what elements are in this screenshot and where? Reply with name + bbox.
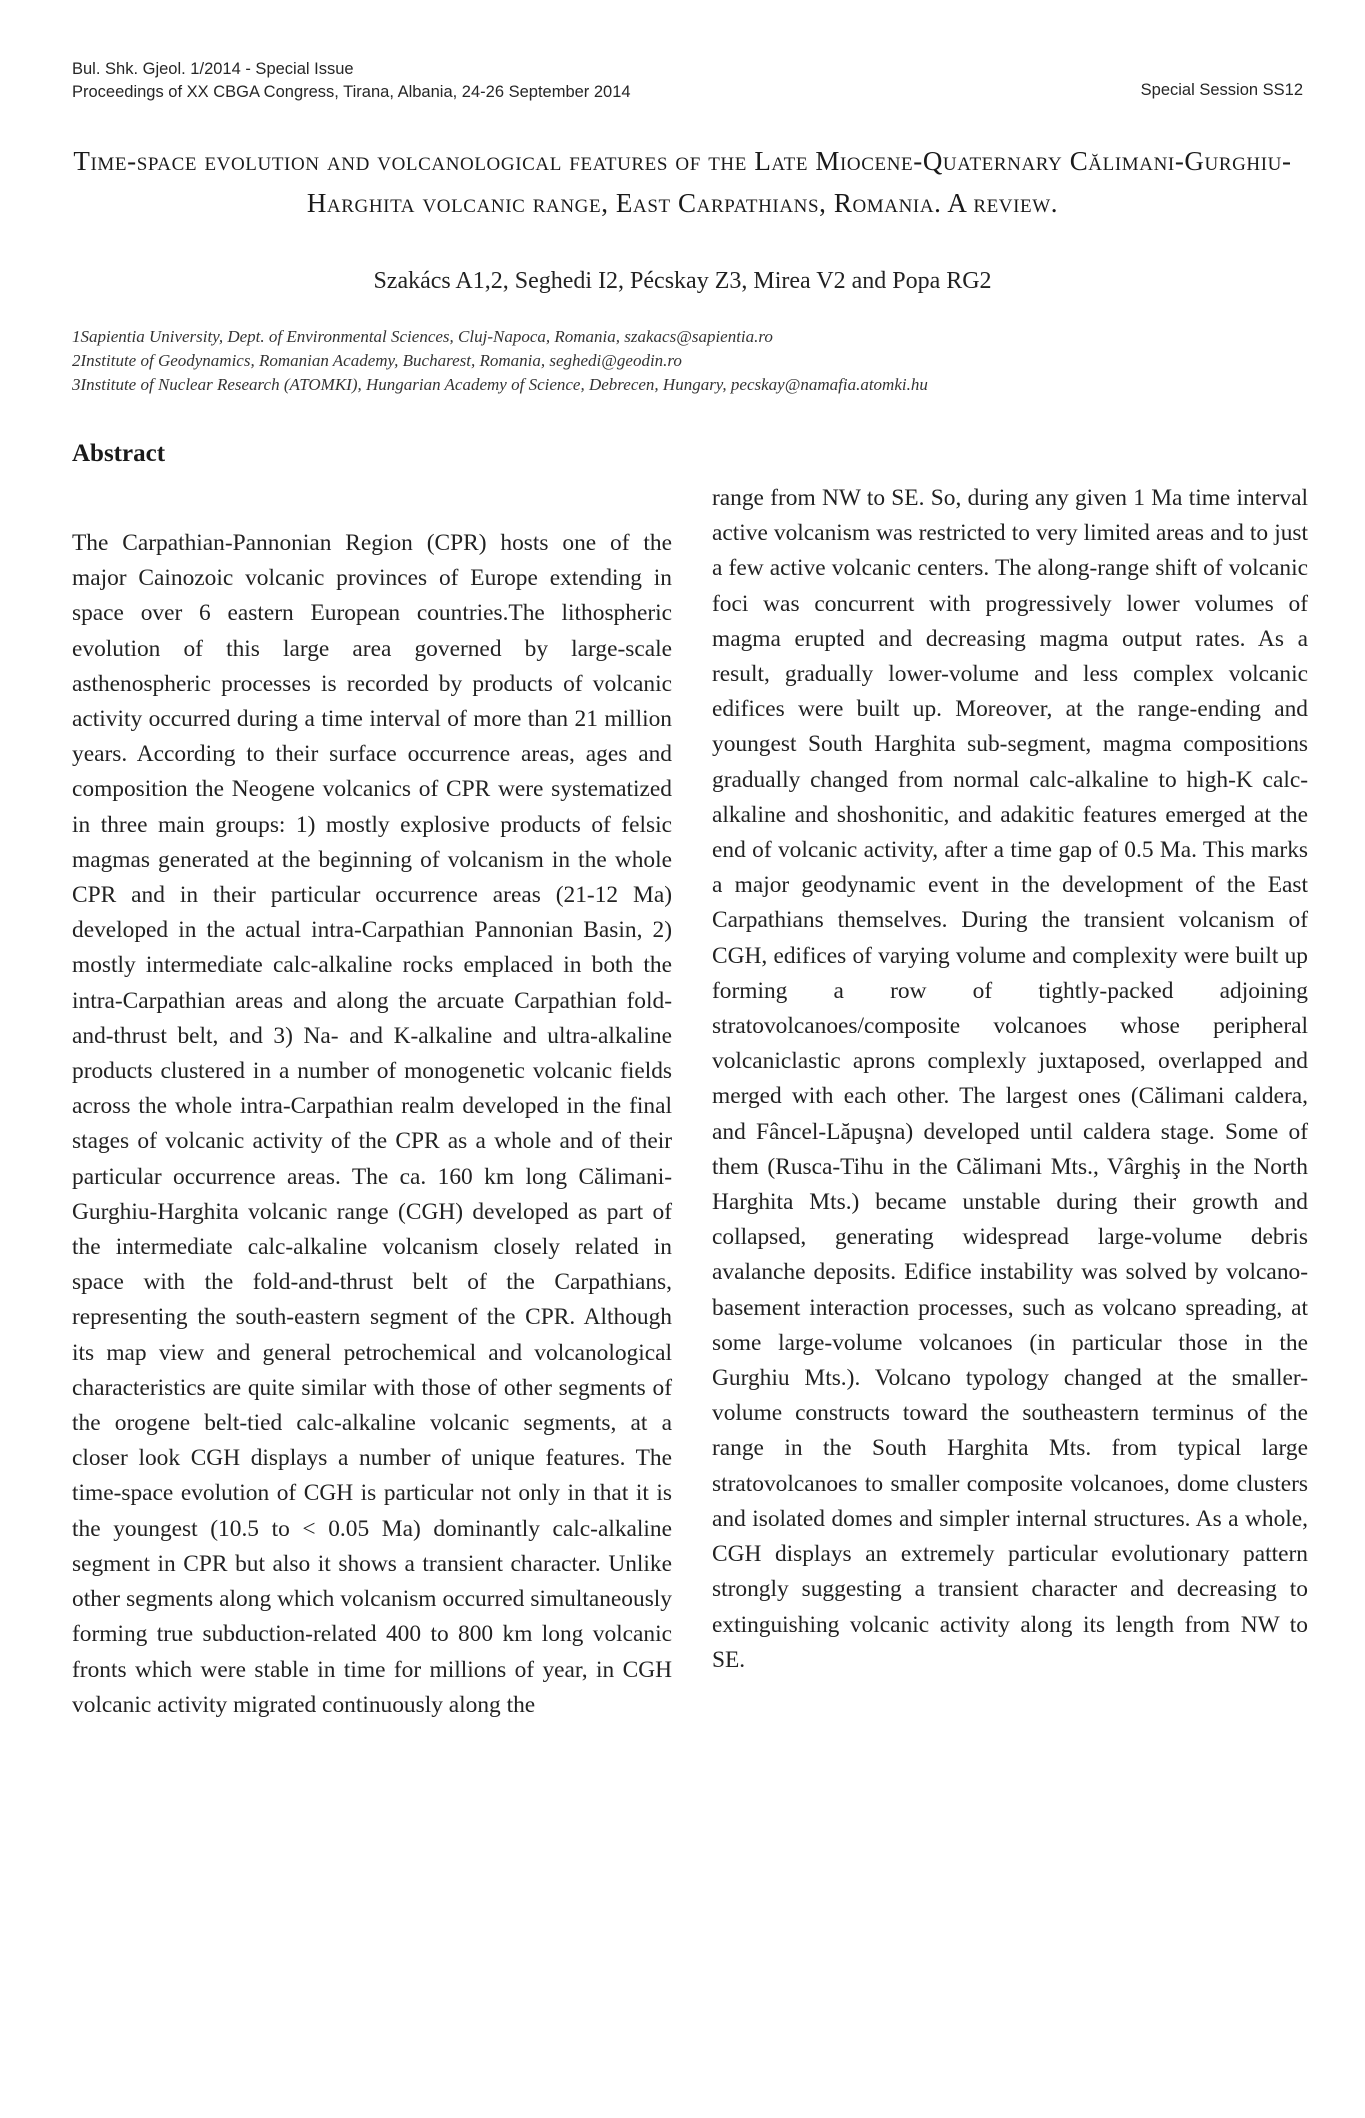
- session-label: Special Session SS12: [1140, 81, 1303, 99]
- running-header: [72, 58, 631, 104]
- affiliation-3: 3Institute of Nuclear Research (ATOMKI), Hungarian Academy of Science, Debrecen, Hungary, pecskay@namafia.atomki.hu: [72, 375, 928, 394]
- abstract-heading: Abstract: [72, 440, 166, 467]
- abstract-column-right: range from NW to SE. So, during any given 1 Ma time interval active volcanism was restricted to very limited areas and to just a few active volcanic centers. The along-range shift of volcanic foci was concurrent with progressively lower volumes of magma erupted and decreasing magma output rates. As a result, gradually lower-volume and less complex volcanic edifices were built up. Moreover, at the range-ending and youngest South Harghita sub-segment, magma compositions gradually changed from normal calc-alkaline to high-K calc-alkaline and shoshonitic, and adakitic features emerged at the end of volcanic activity, after a time gap of 0.5 Ma. This marks a major geodynamic event in the development of the East Carpathians themselves. During the transient volcanism of CGH, edifices of varying volume and complexity were built up forming a row of tightly-packed adjoining stratovolcanoes/composite volcanoes whose peripheral volcaniclastic aprons complexly juxtaposed, overlapped and merged with each other. The largest ones (Călimani caldera, and Fâncel-Lăpuşna) developed until caldera stage. Some of them (Rusca-Tihu in the Călimani Mts., Vârghiş in the North Harghita Mts.) became unstable during their growth and collapsed, generating widespread large-volume debris avalanche deposits. Edifice instability was solved by volcano-basement interaction processes, such as volcano spreading, at some large-volume volcanoes (in particular those in the Gurghiu Mts.). Volcano typology changed at the smaller-volume constructs toward the southeastern terminus of the range in the South Harghita Mts. from typical large stratovolcanoes to smaller composite volcanoes, dome clusters and isolated domes and simpler internal structures. As a whole, CGH displays an extremely particular evolutionary pattern strongly suggesting a transient character and decreasing to extinguishing volcanic activity along its length from NW to SE.: [712, 485, 1308, 1673]
- author-list: Szakács A1,2, Seghedi I2, Pécskay Z3, Mirea V2 and Popa RG2: [373, 268, 992, 294]
- journal-reference: Bul. Shk. Gjeol. 1/2014 - Special Issue: [72, 60, 354, 78]
- affiliation-list: [72, 325, 1312, 397]
- proceedings-reference: Proceedings of XX CBGA Congress, Tirana, Albania, 24-26 September 2014: [72, 83, 631, 101]
- affiliation-2: 2Institute of Geodynamics, Romanian Academy, Bucharest, Romania, seghedi@geodin.ro: [72, 351, 682, 370]
- affiliation-1: 1Sapientia University, Dept. of Environmental Sciences, Cluj-Napoca, Romania, szakacs@sapientia.ro: [72, 327, 773, 346]
- abstract-column-left: The Carpathian-Pannonian Region (CPR) hosts one of the major Cainozoic volcanic provinces of Europe extending in space over 6 eastern European countries.The lithospheric evolution of this large area governed by large-scale asthenospheric processes is recorded by products of volcanic activity occurred during a time interval of more than 21 million years. According to their surface occurrence areas, ages and composition the Neogene volcanics of CPR were systematized in three main groups: 1) mostly explosive products of felsic magmas generated at the beginning of volcanism in the whole CPR and in their particular occurrence areas (21-12 Ma) developed in the actual intra-Carpathian Pannonian Basin, 2) mostly intermediate calc-alkaline rocks emplaced in both the intra-Carpathian areas and along the arcuate Carpathian fold-and-thrust belt, and 3) Na- and K-alkaline and ultra-alkaline products clustered in a number of monogenetic volcanic fields across the whole intra-Carpathian realm developed in the final stages of volcanic activity of the CPR as a whole and of their particular occurrence areas. The ca. 160 km long Călimani-Gurghiu-Harghita volcanic range (CGH) developed as part of the intermediate calc-alkaline volcanism closely related in space with the fold-and-thrust belt of the Carpathians, representing the south-eastern segment of the CPR. Although its map view and general petrochemical and volcanological characteristics are quite similar with those of other segments of the orogene belt-tied calc-alkaline volcanic segments, at a closer look CGH displays a number of unique features. The time-space evolution of CGH is particular not only in that it is the youngest (10.5 to < 0.05 Ma) dominantly calc-alkaline segment in CPR but also it shows a transient character. Unlike other segments along which volcanism occurred simultaneously forming true subduction-related 400 to 800 km long volcanic fronts which were stable in time for millions of year, in CGH volcanic activity migrated continuously along the: [72, 530, 672, 1718]
- paper-title: Time-space evolution and volcanological features of the Late Miocene-Quaternary Călimani-Gurghiu-Harghita volcanic range, East Carpathians, Romania. A review.: [73, 146, 1292, 218]
